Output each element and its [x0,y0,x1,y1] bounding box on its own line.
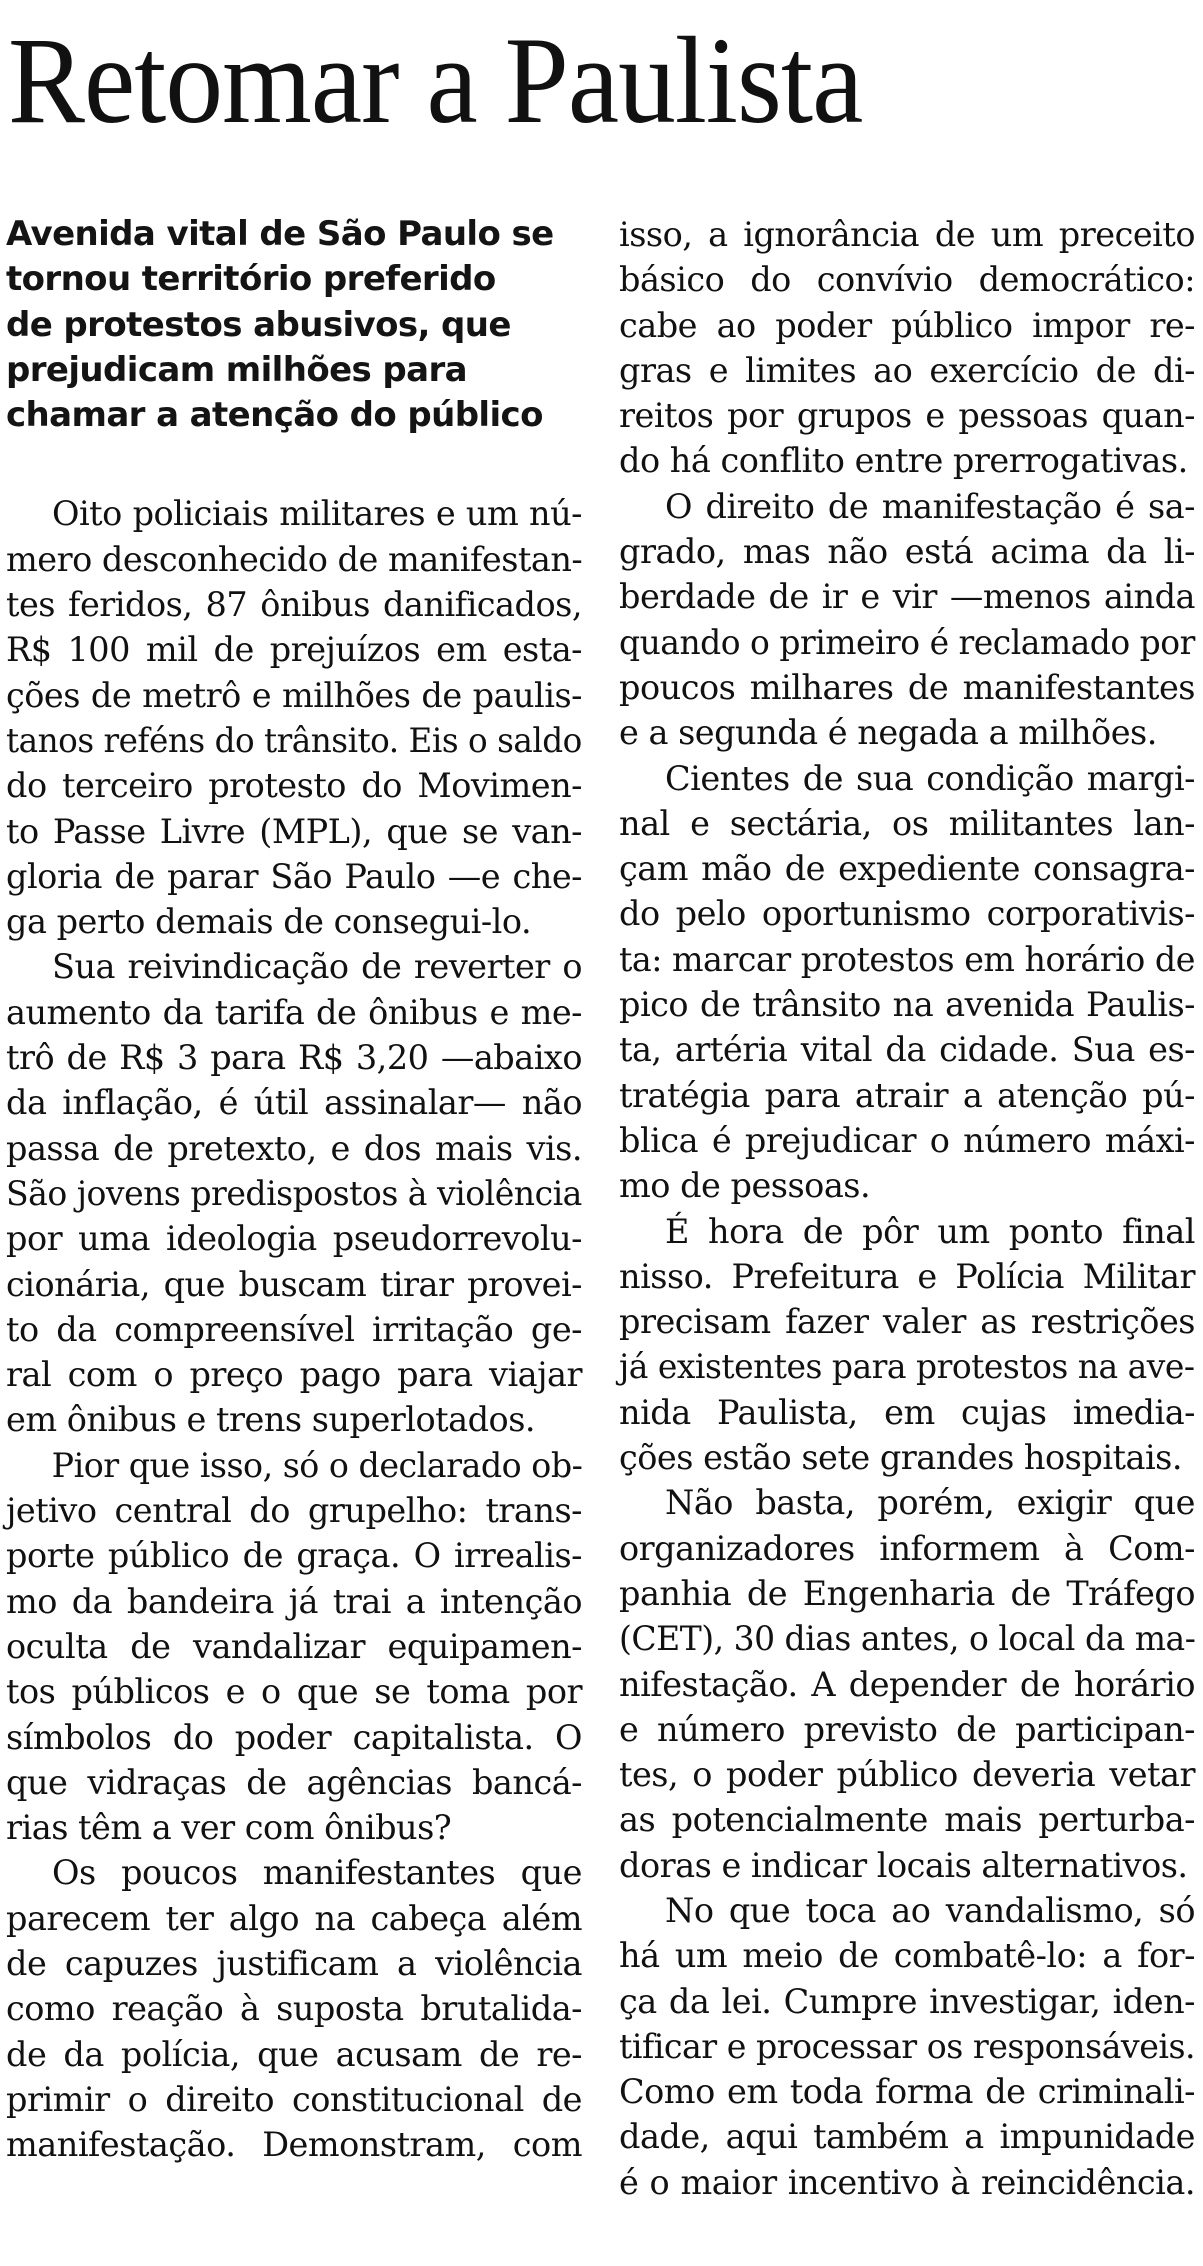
body-line: parecem ter algo na cabeça além [6,1898,582,1938]
body-line: tratégia para atrair a atenção pú- [619,1075,1195,1115]
body-line: passa de pretexto, e dos mais vis. [6,1128,582,1168]
subheadline-line: Avenida vital de São Paulo se [6,214,554,254]
body-line: e a segunda é negada a milhões. [619,713,1157,753]
body-line: jetivo central do grupelho: trans- [6,1491,582,1531]
body-line: grado, mas não está acima da li- [619,532,1195,572]
body-line: da inflação, é útil assinalar— não [6,1083,582,1123]
body-line: manifestação. Demonstram, com [6,2125,582,2165]
body-line: nal e sectária, os militantes lan- [619,803,1195,843]
left-column [6,212,582,2167]
body-line: organizadores informem à Com- [619,1528,1195,1568]
body-line: primir o direito constitucional de [6,2079,582,2119]
body-line: Oito policiais militares e um nú- [52,494,582,534]
body-line: Como em toda forma de criminali- [619,2072,1195,2112]
body-line: gloria de parar São Paulo —e che- [6,856,582,896]
body-line: São jovens predispostos à violência [6,1173,582,1213]
body-line: to da compreensível irritação ge- [6,1309,582,1349]
body-line: por uma ideologia pseudorrevolu- [6,1219,582,1259]
body-line: panhia de Engenharia de Tráfego [619,1573,1195,1613]
body-line: pico de trânsito na avenida Paulis- [619,985,1195,1025]
body-line: cionária, que buscam tirar provei- [6,1264,582,1304]
body-line: No que toca ao vandalismo, só [665,1890,1195,1930]
body-line: É hora de pôr um ponto final [665,1211,1195,1251]
body-line: as potencialmente mais perturba- [619,1800,1195,1840]
body-line: oculta de vandalizar equipamen- [6,1626,582,1666]
body-line: de capuzes justificam a violência [6,1943,582,1983]
body-line: berdade de ir e vir —menos ainda [619,577,1195,617]
body-line: há um meio de combatê-lo: a for- [619,1936,1195,1976]
body-line: R$ 100 mil de prejuízos em esta- [6,630,582,670]
body-line: cabe ao poder público impor re- [619,305,1195,345]
body-line: ta: marcar protestos em horário de [619,939,1195,979]
body-line: çam mão de expediente consagra- [619,849,1195,889]
body-line: símbolos do poder capitalista. O [6,1717,582,1757]
subheadline-spacer [6,438,582,491]
body-line: do terceiro protesto do Movimen- [6,766,582,806]
body-line: aumento da tarifa de ônibus e me- [6,992,582,1032]
body-line: mo da bandeira já trai a intenção [6,1581,582,1621]
body-line: ções de metrô e milhões de paulis- [6,675,582,715]
subheadline-line: chamar a atenção do público [6,395,543,436]
body-line: to Passe Livre (MPL), que se van- [6,811,582,851]
body-line: de da polícia, que acusam de re- [6,2034,582,2074]
body-line: do pelo oportunismo corporativis- [619,894,1195,934]
left-body [6,491,582,2167]
body-line: tificar e processar os responsáveis. [619,2026,1196,2066]
body-line: nifestação. A depender de horário [619,1664,1195,1704]
body-line: é o maior incentivo à reincidência. [619,2162,1195,2202]
headline: Retomar a Paulista [8,12,863,149]
subheadline-line: prejudicam milhões para [6,349,468,390]
body-line: isso, a ignorância de um preceito [619,215,1195,254]
body-line: (CET), 30 dias antes, o local da ma- [619,1619,1196,1659]
body-line: ga perto demais de consegui-lo. [6,902,532,942]
body-line: trô de R$ 3 para R$ 3,20 —abaixo [6,1038,582,1078]
subheadline-line: de protestos abusivos, que [6,304,511,345]
body-line: poucos milhares de manifestantes [619,667,1195,707]
body-line: ral com o preço pago para viajar [6,1355,582,1395]
body-line: mero desconhecido de manifestan- [6,539,583,579]
body-line: mo de pessoas. [619,1166,871,1206]
body-line: Cientes de sua condição margi- [665,758,1195,798]
body-line: básico do convívio democrático: [619,260,1195,300]
body-line: dade, aqui também a impunidade [619,2117,1195,2157]
body-line: que vidraças de agências bancá- [6,1762,582,1802]
subheadline [6,212,582,438]
body-line: O direito de manifestação é sa- [665,486,1195,526]
body-line: porte público de graça. O irrealis- [6,1536,582,1576]
body-line: e número previsto de participan- [619,1709,1195,1749]
body-line: precisam fazer valer as restrições [619,1302,1195,1342]
body-line: como reação à suposta brutalida- [6,1989,582,2029]
body-line: tanos reféns do trânsito. Eis o saldo [6,720,582,760]
body-line: quando o primeiro é reclamado por [619,622,1195,662]
body-line: nisso. Prefeitura e Polícia Militar [619,1256,1195,1296]
body-line: tos públicos e o que se toma por [6,1672,582,1712]
body-line: rias têm a ver com ônibus? [6,1808,452,1848]
body-line: doras e indicar locais alternativos. [619,1845,1188,1885]
body-line: tes feridos, 87 ônibus danificados, [6,585,582,625]
body-line: reitos por grupos e pessoas quan- [619,396,1195,436]
body-line: Sua reivindicação de reverter o [52,947,582,987]
body-line: blica é prejudicar o número máxi- [619,1120,1195,1160]
body-line: em ônibus e trens superlotados. [6,1400,536,1440]
body-line: ça da lei. Cumpre investigar, iden- [619,1981,1195,2021]
right-column [619,212,1195,2205]
body-line: Os poucos manifestantes que [52,1853,582,1893]
body-line: nida Paulista, em cujas imedia- [619,1392,1195,1432]
body-line: já existentes para protestos na ave- [619,1347,1195,1387]
subheadline-line: tornou território preferido [6,259,496,300]
body-line: ta, artéria vital da cidade. Sua es- [619,1030,1195,1070]
body-line: do há conflito entre prerrogativas. [619,441,1188,481]
body-line: tes, o poder público deveria vetar [619,1755,1195,1795]
body-line: gras e limites ao exercício de di- [619,350,1195,390]
body-line: Não basta, porém, exigir que [665,1483,1195,1523]
body-line: ções estão sete grandes hospitais. [619,1438,1183,1478]
body-line: Pior que isso, só o declarado ob- [51,1445,583,1485]
